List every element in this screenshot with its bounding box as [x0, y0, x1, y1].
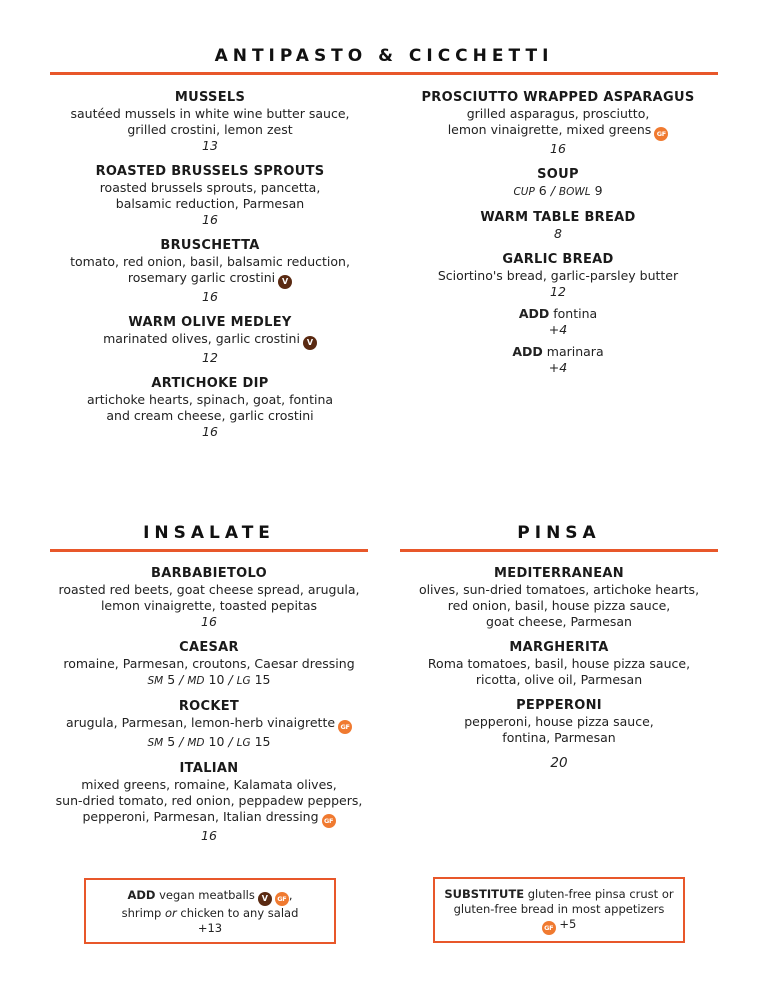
- insalate-column: [50, 565, 368, 853]
- item-desc: pepperoni, house pizza sauce,: [464, 714, 654, 729]
- gluten-free-badge-icon: GF: [654, 127, 668, 141]
- gluten-free-badge-icon: GF: [338, 720, 352, 734]
- item-price: 16: [202, 424, 218, 439]
- vegan-badge-icon: V: [303, 336, 317, 350]
- item-price: 13: [202, 138, 218, 153]
- menu-item-rocket: [50, 698, 368, 751]
- pinsa-rule: [400, 549, 718, 552]
- menu-item-artichoke-dip: [50, 375, 370, 440]
- item-desc: [50, 809, 368, 828]
- item-name: SOUP: [537, 167, 579, 182]
- box-text: shrimp: [121, 906, 162, 920]
- item-desc: ricotta, olive oil, Parmesan: [475, 672, 643, 687]
- vegan-badge-icon: V: [258, 892, 272, 906]
- menu-item-pepperoni: [400, 697, 718, 746]
- item-name: ITALIAN: [179, 761, 239, 776]
- cup-label: CUP: [513, 186, 535, 198]
- item-desc: [50, 331, 370, 350]
- item-price: 16: [202, 212, 218, 227]
- addon-marinara: [398, 344, 718, 376]
- item-price: 16: [550, 141, 566, 156]
- gluten-free-badge-icon: GF: [542, 921, 556, 935]
- size-sm-price: 5: [167, 672, 176, 687]
- cup-price: 6: [538, 183, 547, 198]
- menu-item-caesar: [50, 639, 368, 689]
- item-desc: [50, 270, 370, 289]
- size-lg-price: 15: [254, 672, 271, 687]
- item-desc: lemon vinaigrette, toasted pepitas: [100, 598, 318, 613]
- addon-price: +4: [548, 322, 568, 337]
- item-desc: sun-dried tomato, red onion, peppadew peppers,: [55, 793, 363, 808]
- menu-item-bruschetta: [50, 237, 370, 305]
- item-desc: sautéed mussels in white wine butter sauce,: [70, 106, 350, 121]
- item-desc: [398, 122, 718, 141]
- vegan-badge-icon: V: [278, 275, 292, 289]
- item-name: BARBABIETOLO: [151, 566, 267, 581]
- menu-item-garlic-bread: [398, 251, 718, 300]
- item-desc: Roma tomatoes, basil, house pizza sauce,: [427, 656, 691, 671]
- box-price: +5: [559, 917, 577, 931]
- addon-fontina: [398, 306, 718, 338]
- gluten-free-badge-icon: GF: [275, 892, 289, 906]
- item-name: BRUSCHETTA: [160, 238, 260, 253]
- substitute-keyword: SUBSTITUTE: [444, 887, 525, 901]
- item-desc: balsamic reduction, Parmesan: [115, 196, 305, 211]
- item-desc: goat cheese, Parmesan: [486, 614, 632, 629]
- insalate-rule: [50, 549, 368, 552]
- item-desc: [50, 715, 368, 734]
- item-desc: mixed greens, romaine, Kalamata olives,: [81, 777, 337, 792]
- box-text: chicken to any salad: [180, 906, 299, 920]
- item-name: CAESAR: [179, 640, 239, 655]
- addon-item: marinara: [546, 344, 604, 359]
- item-price: 8: [554, 226, 562, 241]
- antipasto-left-column: [50, 89, 370, 449]
- item-name: ROCKET: [178, 699, 240, 714]
- antipasto-rule: [50, 72, 718, 75]
- size-sm-price: 5: [167, 734, 176, 749]
- item-price: 16: [202, 289, 218, 304]
- insalate-title: INSALATE: [143, 523, 275, 543]
- soup-prices: CUP 6 / BOWL 9: [513, 183, 603, 198]
- item-desc: grilled crostini, lemon zest: [127, 122, 293, 137]
- box-line: [435, 917, 683, 935]
- addon-price: +4: [548, 360, 568, 375]
- item-desc: fontina, Parmesan: [502, 730, 616, 745]
- menu-item-asparagus: [398, 89, 718, 157]
- item-price: 16: [201, 614, 217, 629]
- antipasto-title: ANTIPASTO & CICCHETTI: [214, 46, 554, 66]
- addon-label: [398, 344, 718, 360]
- item-desc: romaine, Parmesan, croutons, Caesar dressing: [63, 656, 355, 671]
- item-price: 16: [201, 828, 217, 843]
- size-lg-label: LG: [236, 675, 251, 687]
- size-lg-label: LG: [236, 737, 251, 749]
- item-name: ARTICHOKE DIP: [151, 376, 269, 391]
- box-text: vegan meatballs: [159, 888, 255, 902]
- item-name: PEPPERONI: [516, 698, 602, 713]
- menu-item-mediterranean: [400, 565, 718, 630]
- menu-item-mussels: [50, 89, 370, 154]
- pinsa-price: 20: [550, 755, 568, 771]
- menu-item-barbabietolo: [50, 565, 368, 630]
- item-name: WARM OLIVE MEDLEY: [128, 315, 292, 330]
- menu-item-olive-medley: [50, 314, 370, 366]
- item-desc: roasted brussels sprouts, pancetta,: [99, 180, 321, 195]
- item-price: 12: [202, 350, 218, 365]
- gluten-free-badge-icon: GF: [322, 814, 336, 828]
- box-line: [86, 906, 334, 921]
- item-name: PROSCIUTTO WRAPPED ASPARAGUS: [421, 90, 695, 105]
- item-name: MEDITERRANEAN: [494, 566, 624, 581]
- menu-item-table-bread: [398, 209, 718, 242]
- item-name: ROASTED BRUSSELS SPROUTS: [95, 164, 325, 179]
- item-desc: red onion, basil, house pizza sauce,: [447, 598, 671, 613]
- pinsa-substitute-box: [433, 877, 685, 943]
- box-text: gluten-free pinsa crust or: [527, 887, 674, 901]
- item-name: GARLIC BREAD: [502, 252, 614, 267]
- box-or: or: [164, 906, 177, 920]
- box-line: [435, 887, 683, 902]
- size-md-label: MD: [187, 737, 205, 749]
- box-price: +13: [197, 921, 223, 935]
- item-desc-text: marinated olives, garlic crostini: [103, 331, 300, 346]
- size-prices: SM 5 / MD 10 / LG 15: [147, 672, 271, 687]
- size-lg-price: 15: [254, 734, 271, 749]
- item-name: WARM TABLE BREAD: [480, 210, 636, 225]
- salad-addon-box: [84, 878, 336, 944]
- bowl-price: 9: [594, 183, 603, 198]
- item-desc: Sciortino's bread, garlic-parsley butter: [437, 268, 679, 283]
- size-md-price: 10: [208, 734, 225, 749]
- item-name: MARGHERITA: [509, 640, 609, 655]
- size-md-price: 10: [208, 672, 225, 687]
- antipasto-right-column: [398, 89, 718, 385]
- menu-item-brussels-sprouts: [50, 163, 370, 228]
- item-desc: olives, sun-dried tomatoes, artichoke hearts,: [418, 582, 700, 597]
- item-desc: artichoke hearts, spinach, goat, fontina: [86, 392, 334, 407]
- menu-item-soup: [398, 166, 718, 200]
- addon-label: [398, 306, 718, 322]
- add-keyword: ADD: [127, 888, 156, 902]
- pinsa-column: [400, 565, 718, 771]
- size-sm-label: SM: [147, 675, 164, 687]
- item-desc-text: lemon vinaigrette, mixed greens: [447, 122, 652, 137]
- size-md-label: MD: [187, 675, 205, 687]
- box-line: gluten-free bread in most appetizers: [453, 902, 665, 916]
- item-desc: tomato, red onion, basil, balsamic reduction,: [70, 254, 350, 269]
- size-prices: SM 5 / MD 10 / LG 15: [147, 734, 271, 749]
- pinsa-title: PINSA: [517, 523, 601, 543]
- item-name: MUSSELS: [174, 90, 246, 105]
- item-desc: and cream cheese, garlic crostini: [106, 408, 314, 423]
- addon-item: fontina: [553, 306, 598, 321]
- item-desc-text: rosemary garlic crostini: [127, 270, 276, 285]
- item-desc: grilled asparagus, prosciutto,: [466, 106, 650, 121]
- bowl-label: BOWL: [558, 186, 591, 198]
- box-line: ADD vegan meatballs V GF ,: [86, 888, 334, 906]
- item-price: 12: [550, 284, 566, 299]
- menu-item-margherita: [400, 639, 718, 688]
- item-desc-text: pepperoni, Parmesan, Italian dressing: [82, 809, 319, 824]
- item-desc: roasted red beets, goat cheese spread, arugula,: [58, 582, 360, 597]
- add-keyword: ADD: [512, 344, 543, 359]
- item-desc-text: arugula, Parmesan, lemon-herb vinaigrette: [65, 715, 336, 730]
- size-sm-label: SM: [147, 737, 164, 749]
- add-keyword: ADD: [518, 306, 550, 321]
- menu-item-italian: [50, 760, 368, 844]
